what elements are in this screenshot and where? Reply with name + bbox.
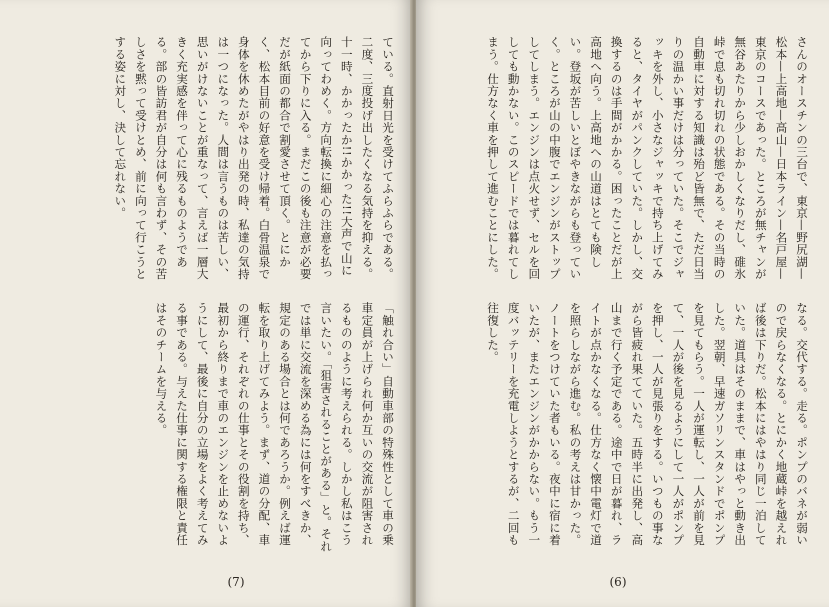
- right-upper-paragraph: さんのオースチンの三台で、東京—野尻湖—松本—上高地—高山—日本ライン—名戸屋—東京のコースであった。ところが無チャンが無谷あたりから少しおかしくなりだし、碓氷峠で息も切れ切れの状態である。その当時の自動車に対する知識は殆ど皆無で、ただ日当りの温かい事だけは分っていた。そこでジャッキを外し、小さなジャッキで持ち上げてみると、タイヤがパンクしていた。しかし、交換するのは手間がかかる。困ったことだが上高地へ向う。上高地への山道はとても険しい。登坂が苦しいとぼやきながらも登っていく。ところが山の中腹でエンジンがストップしてしまう。エンジンは点火せず、セルを回しても動かない。このスピードでは暮れてしまう。仕方なく車を押して進むことにした。: [486, 36, 809, 280]
- right-page-lower-text: [432, 302, 812, 554]
- right-lower-paragraph: なる。交代する。走る。ポンプのバネが弱いので戻らなくなる。とにかく地蔵峠を越えれば後は下りだ。松本にはやはり同じ一泊していた。道具はそのままで、車はやっと動き出した。翌朝、早速ガソリンスタンドでポンプを見てもらう。一人が運転し、一人が前を見て、一人が後を見るようにして一人がポンプを押し、一人が見張りをする。いつもの事ながら皆疲れ果てていた。五時半に出発し、高山まで行く予定である。途中で日が暮れ、ライトが点かなくなる。仕方なく懐中電灯で道を照らしながら進む。私の考えは甘かった。ノートをつけていた者もいる。夜中に宿に着いたが、またエンジンがかからない。もう一度バッテリーを充電しようとするが、二回も往復した。: [486, 302, 809, 546]
- right-page-upper-text: [432, 36, 812, 286]
- left-page-upper-text: [26, 36, 398, 286]
- right-page-number: (6): [609, 575, 627, 589]
- left-lower-paragraph: 「触れ合い」自動車部の特殊性として車の乗車定員が上げられ何か互いの交流が阻害されるもののように考えられる。しかし私はこう言いたい。「狙害されることがある」と。それでは単に交流を深める為には何をすべきか、規定のある場合とは何であろうか。例えば運転を取り上げてみよう。まず、道の分配、車の運行、それぞれの仕事とその役割を持ち、最初から終りまで車のエンジンを止めないようにして、最後に自分の立場をよく考えてみる事である。与えた仕事に関する権限と責任はそのチームを与える。: [154, 302, 395, 553]
- left-upper-paragraph: ている。直射日光を受けてふらふらである。二度、三度投げ出したくなる気持を抑える。十一時、かかったか!!かかった!!大声で山に向ってわめく。方向転換に細心の注意を払ってから下りに入る。まだこの後も注意が必要だが紙面の都合で割愛させて頂く。とにかく、松本目前の好意を受け帰着。白骨温泉で身体を休めたがやはり出発の時、私達の気持は一つになった。人間は言うものは苦しい、思いがけないことが重なって、言えば一層大きく充実感を伴って心に残るものようである。部の皆訪君が自分は何も言わず、その苦しさを黙って受けとめ、前に向って行こうとする姿に対し、決して忘れない。: [113, 36, 395, 280]
- left-page-number: (7): [227, 575, 245, 589]
- left-page: [0, 0, 412, 607]
- left-page-lower-text: [26, 302, 398, 554]
- right-page: [416, 0, 829, 607]
